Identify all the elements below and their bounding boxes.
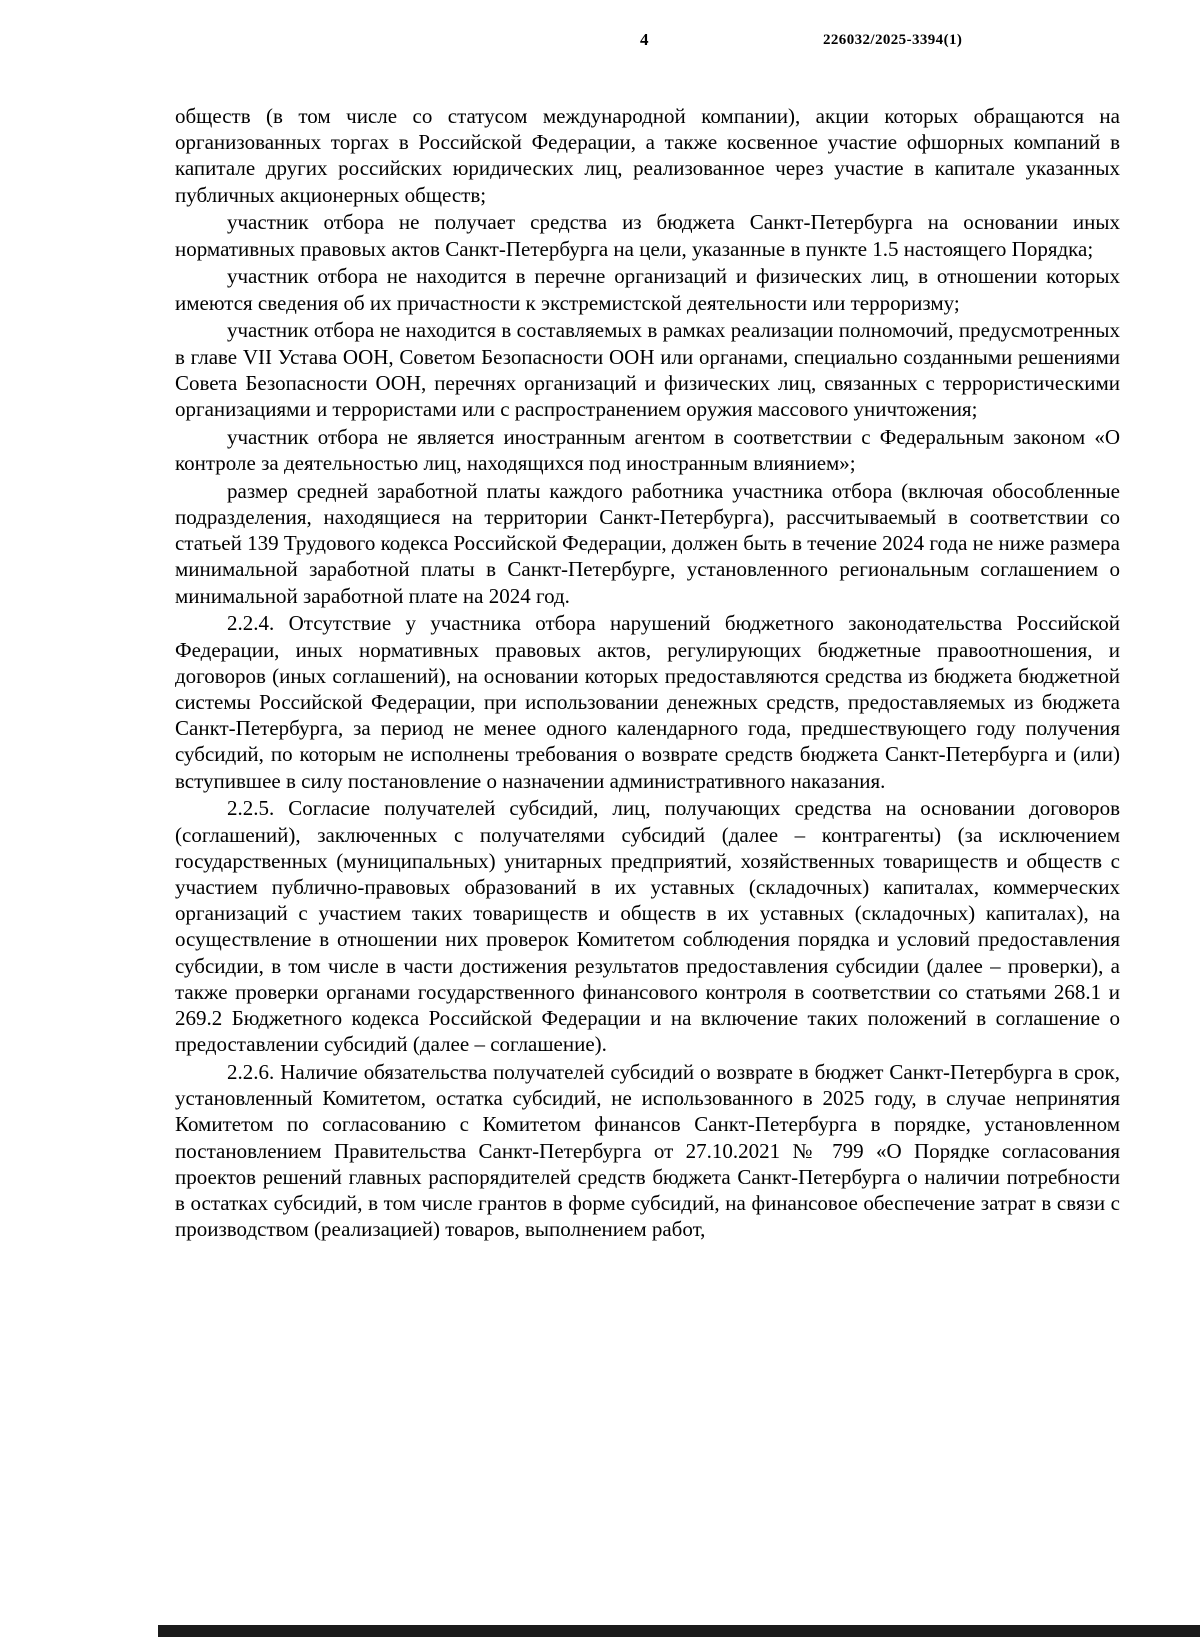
paragraph-2-2-6: 2.2.6. Наличие обязательства получателей субсидий о возврате в бюджет Санкт-Петербурга в срок, установленный Комитетом, остатка субсидий, не использованного в 2025 году, в случае непринятия Комитетом по согласованию с Комитетом финансов Санкт-Петербурга в порядке, установленном постановлением Правительства Санкт-Петербурга от 27.10.2021 № 799 «О Порядке согласования проектов решений главных распорядителей средств бюджета Санкт-Петербурга о наличии потребности в остатках субсидий, в том числе грантов в форме субсидий, на финансовое обеспечение затрат в связи с производством (реализацией) товаров, выполнением работ, [175,1060,1120,1242]
document-registration-number: 226032/2025-3394(1) [823,32,963,48]
paragraph-budget-funds-condition: участник отбора не получает средства из бюджета Санкт-Петербурга на основании иных нормативных правовых актов Санкт-Петербурга на цели, указанные в пункте 1.5 настоящего Порядка; [175,210,1120,261]
paragraph-2-2-5: 2.2.5. Согласие получателей субсидий, лиц, получающих средства на основании договоров (соглашений), заключенных с получателями субсидий (далее – контрагенты) (за исключением государственных (муниципальных) унитарных предприятий, хозяйственных товариществ и обществ с участием публично-правовых образований в их уставных (складочных) капиталах, коммерческих организаций с участием таких товариществ и обществ в их уставных (складочных) капиталах), на осуществление в отношении них проверок Комитетом соблюдения порядка и условий предоставления субсидии, в том числе в части достижения результатов предоставления субсидии (далее – проверки), а также проверки органами государственного финансового контроля в соответствии со статьями 268.1 и 269.2 Бюджетного кодекса Российской Федерации и на включение таких положений в соглашение о предоставлении субсидий (далее – соглашение). [175,796,1120,1057]
scan-edge-band [158,1625,1200,1637]
paragraph-salary-condition: размер средней заработной платы каждого работника участника отбора (включая обособленные подразделения, находящиеся на территории Санкт-Петербурга), рассчитываемый в соответствии со статьей 139 Трудового кодекса Российской Федерации, должен быть в течение 2024 года не ниже размера минимальной заработной платы в Санкт-Петербурге, установленного региональным соглашением о минимальной заработной плате на 2024 год. [175,478,1120,608]
page-number: 4 [640,30,649,49]
paragraph-un-list-condition: участник отбора не находится в составляемых в рамках реализации полномочий, предусмотренных в главе VII Устава ООН, Советом Безопасности ООН или органами, специально созданными решениями Совета Безопасности ООН, перечнях организаций и физических лиц, связанных с террористическими организациями и террористами или с распространением оружия массового уничтожения; [175,318,1120,422]
paragraph-continuation: обществ (в том числе со статусом международной компании), акции которых обращаются на организованных торгах в Российской Федерации, а также косвенное участие офшорных компаний в капитале других российских юридических лиц, реализованное через участие в капитале указанных публичных акционерных обществ; [175,104,1120,207]
paragraph-2-2-4: 2.2.4. Отсутствие у участника отбора нарушений бюджетного законодательства Российской Федерации, иных нормативных правовых актов, регулирующих бюджетные правоотношения, и договоров (иных соглашений), на основании которых предоставляются средства из бюджета бюджетной системы Российской Федерации, при использовании денежных средств, предоставляемых из бюджета Санкт-Петербурга, за период не менее одного календарного года, предшествующего году получения субсидий, по которым не исполнены требования о возврате средств бюджета Санкт-Петербурга и (или) вступившее в силу постановление о назначении административного наказания. [175,611,1120,793]
paragraph-extremism-list-condition: участник отбора не находится в перечне организаций и физических лиц, в отношении которых имеются сведения об их причастности к экстремистской деятельности или терроризму; [175,264,1120,315]
document-body [175,103,1120,1244]
paragraph-foreign-agent-condition: участник отбора не является иностранным агентом в соответствии с Федеральным законом «О контроле за деятельностью лиц, находящихся под иностранным влиянием»; [175,424,1120,476]
